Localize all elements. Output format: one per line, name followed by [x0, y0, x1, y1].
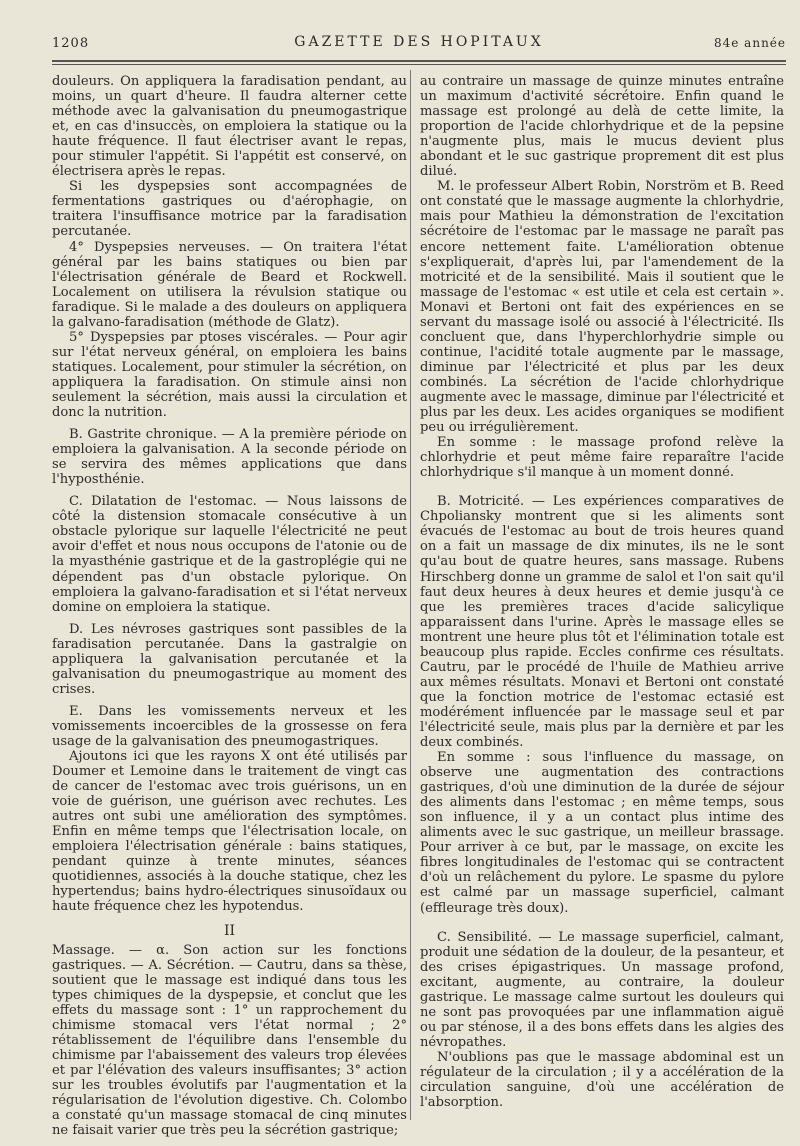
year-label: 84e année	[714, 36, 786, 50]
paragraph: 5° Dyspepsies par ptoses viscérales. — Pour agir sur l'état nerveux général, on emploiera les bains statiques. Localement, pour stimuler la sécrétion, on appliquera la faradisation. On stimule ainsi non seulement la sécrétion, mais aussi la circulation et donc la nutrition.	[52, 329, 407, 421]
column-divider	[410, 70, 411, 1120]
journal-title: GAZETTE DES HOPITAUX	[294, 34, 544, 50]
paragraph: 4° Dyspepsies nerveuses. — On traitera l'état général par les bains statiques ou bien par l'électrisation générale de Beard et Rockwell. Localement on utilisera la révulsion statique ou faradique. Si le malade a des douleurs on appliquera la galvano-faradisation (méthode de Glatz).	[52, 239, 407, 330]
paragraph: C. Sensibilité. — Le massage superficiel, calmant, produit une sédation de la douleur, de la pesanteur, et des crises épigastriques. Un massage profond, excitant, augmente, au contraire, la douleur gastrique. Le massage calme surtout les douleurs qui ne sont pas provoquées par une inflammation aiguë ou par sténose, il a des bons effets dans les algies des névropathes.	[420, 929, 784, 1050]
paragraph: C. Dilatation de l'estomac. — Nous laissons de côté la distension stomacale consécutive à un obstacle pylorique sur laquelle l'électricité ne peut avoir d'effet et nous nous occupons de l'atonie ou de la myasthénie gastrique et de la gastroplégie qui ne dépendent pas d'un obstacle pylorique. On emploiera la galvano-faradisation et si l'état nerveux domine on emploiera la statique.	[52, 494, 407, 615]
left-column	[52, 74, 407, 1138]
header-rule-thick	[52, 60, 786, 62]
paragraph: En somme : sous l'influence du massage, on observe une augmentation des contractions gastriques, d'où une diminution de la durée de séjour des aliments dans l'estomac ; en même temps, sous son influence, il y a un contact plus intime des aliments avec le suc gastrique, un meilleur brassage. Pour arriver à ce but, par le massage, on excite les fibres longitudinales de l'estomac qui se contractent d'où un relâchement du pylore. Le spasme du pylore est calmé par un massage superficiel, calmant (effleurage très doux).	[420, 750, 784, 916]
paragraph: M. le professeur Albert Robin, Norström et B. Reed ont constaté que le massage augmente la chlorhydrie, mais pour Mathieu la démonstration de l'excitation sécrétoire de l'estomac par le massage ne paraît pas encore nettement faite. L'amélioration obtenue s'expliquerait, d'après lui, par l'amendement de la motricité et de la sensibilité. Mais il soutient que le massage de l'estomac « est utile et cela est certain ». Monavi et Bertoni ont fait des expériences en se servant du massage isolé ou associé à l'électricité. Ils concluent que, dans l'hyperchlorhydrie simple ou continue, l'acidité totale augmente par le massage, diminue par l'électricité et plus par les deux combinés. La sécrétion de l'acide chlorhydrique augmente avec le massage, diminue par l'électricité et plus par les deux. Les acides organiques se modifient peu ou irrégulièrement.	[420, 179, 784, 436]
header-rule-thin	[52, 64, 786, 65]
paragraph: D. Les névroses gastriques sont passibles de la faradisation percutanée. Dans la gastralgie on appliquera la galvanisation percutanée et la galvanisation du pneumogastrique au moment des crises.	[52, 621, 407, 697]
page-header	[52, 34, 786, 56]
page-number: 1208	[52, 36, 90, 51]
paragraph: En somme : le massage profond relève la chlorhydrie et peut même faire reparaître l'acide chlorhydrique s'il manque à un moment donné.	[420, 435, 784, 481]
paragraph: N'oublions pas que le massage abdominal est un régulateur de la circulation ; il y a accélération de la circulation sanguine, d'où une accélération de l'absorption.	[420, 1049, 784, 1111]
section-number: II	[223, 922, 236, 939]
paragraph: Si les dyspepsies sont accompagnées de fermentations gastriques ou d'aérophagie, on traitera l'insuffisance motrice par la faradisation percutanée.	[52, 179, 407, 240]
paragraph: Massage. — α. Son action sur les fonctions gastriques. — A. Sécrétion. — Cautru, dans sa thèse, soutient que le massage est indiqué dans tous les types chimiques de la dyspepsie, et conclut que les effets du massage sont : 1° un rapprochement du chimisme stomacal vers l'état normal ; 2° rétablissement de l'équilibre dans l'ensemble du chimisme par l'abaissement des valeurs trop élevées et par l'élévation des valeurs insuffisantes; 3° action sur les troubles évolutifs par l'augmentation et la régularisation de l'évolution digestive. Ch. Colombo a constaté qu'un massage stomacal de cinq minutes ne faisait varier que très peu la sécrétion gastrique;	[52, 942, 407, 1139]
paragraph: E. Dans les vomissements nerveux et les vomissements incoercibles de la grossesse on fera usage de la galvanisation des pneumogastriques.	[52, 703, 407, 749]
paragraph: B. Motricité. — Les expériences comparatives de Chpoliansky montrent que si les aliments sont évacués de l'estomac au bout de trois heures quand on a fait un massage de dix minutes, ils ne le sont qu'au bout de quatre heures, sans massage. Rubens Hirschberg donne un gramme de salol et l'on sait qu'il faut deux heures à deux heures et demie jusqu'à ce que les premières traces d'acide salicylique apparaissent dans l'urine. Après le massage elles se montrent une heure plus tôt et l'élimination totale est beaucoup plus rapide. Eccles confirme ces résultats. Cautru, par le procédé de l'huile de Mathieu arrive aux mêmes résultats. Monavi et Bertoni ont constaté que la fonction motrice de l'estomac ectasié est modérément influencée par le massage seul et par l'électricité seule, mais plus par la dernière et par les deux combinés.	[420, 494, 784, 751]
paragraph: au contraire un massage de quinze minutes entraîne un maximum d'activité sécrétoire. Enfin quand le massage est prolongé au delà de cette limite, la proportion de l'acide chlorhydrique et de la pepsine n'augmente plus, mais le mucus devient plus abondant et le suc gastrique proprement dit est plus dilué.	[420, 74, 784, 180]
paragraph: B. Gastrite chronique. — A la première période on emploiera la galvanisation. A la seconde période on se servira des mêmes applications que dans l'hyposthénie.	[52, 427, 407, 488]
paragraph: Ajoutons ici que les rayons X ont été utilisés par Doumer et Lemoine dans le traitement de vingt cas de cancer de l'estomac avec trois guérisons, un en voie de guérison, une guérison avec rechutes. Les autres ont subi une amélioration des symptômes. Enfin en même temps que l'électrisation locale, on emploiera l'électrisation générale : bains statiques, pendant quinze à trente minutes, séances quotidiennes, associés à la douche statique, chez les hypertendus; bains hydro-électriques sinusoïdaux ou haute fréquence chez les hypotendus.	[52, 749, 407, 915]
paragraph: douleurs. On appliquera la faradisation pendant, au moins, un quart d'heure. Il faudra alterner cette méthode avec la galvanisation du pneumogastrique et, en cas d'insuccès, on emploiera la statique ou la haute fréquence. Il faut électriser avant le repas, pour stimuler l'appétit. Si l'appétit est conservé, on électrisera après le repas.	[52, 74, 407, 180]
right-column	[420, 74, 784, 1110]
